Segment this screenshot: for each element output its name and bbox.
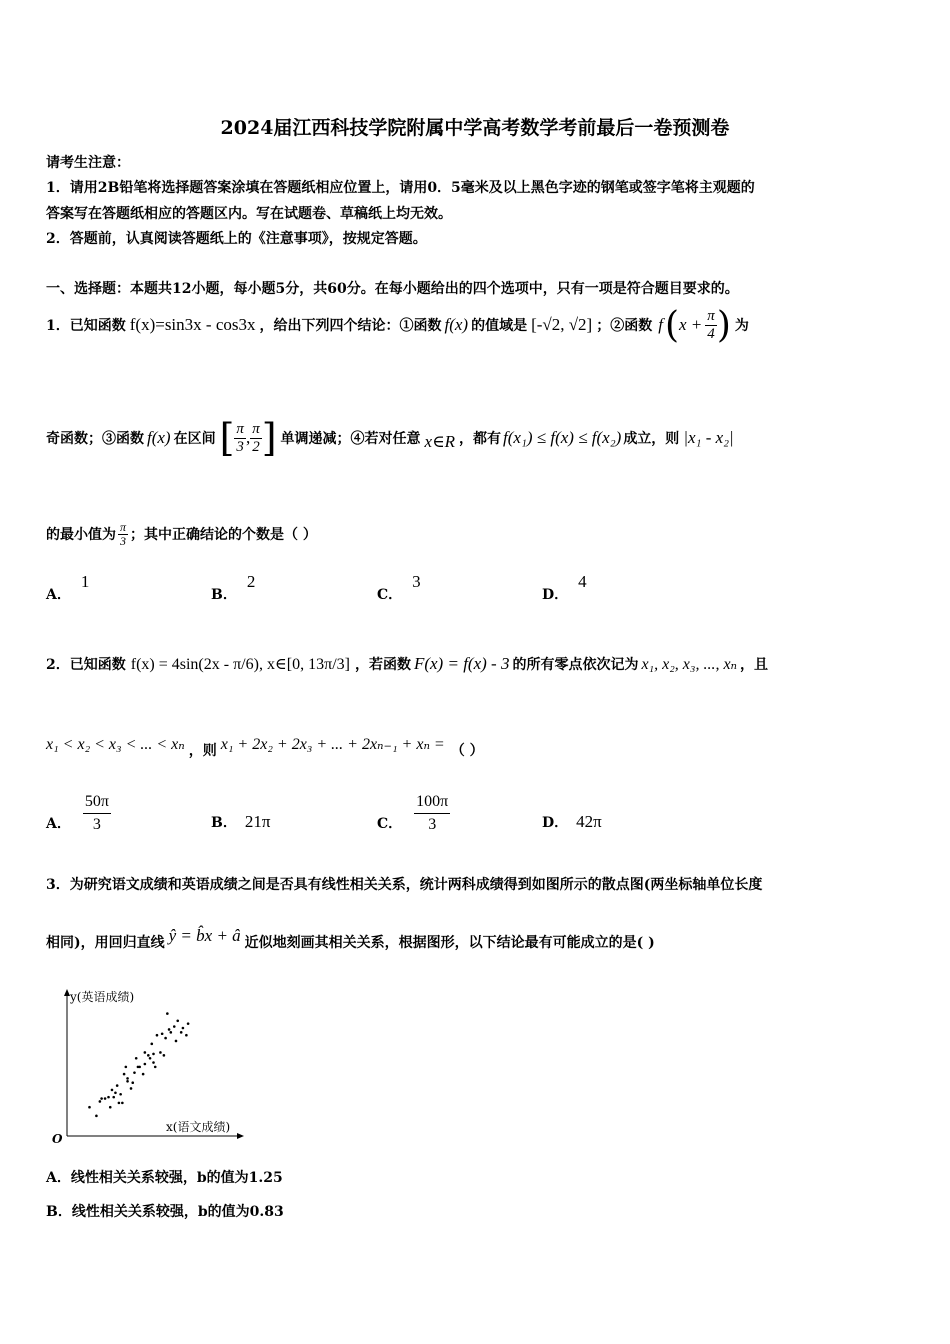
question-1-line-3 [46,512,317,556]
scatter-point [99,1100,102,1103]
scatter-point [119,1093,122,1096]
q2-option-c[interactable]: C． $\frac{100\pi}{3}$ [377,792,449,833]
q1-pi-over-2: $\frac{\pi}{2}$ [252,420,260,455]
scatter-point [116,1084,119,1087]
q2-text: 的所有零点依次记为 [512,657,639,673]
section-heading: 一、选择题：本题共12小题，每小题5分，共60分。在每小题给出的四个选项中，只有一项是符合题目要求的。 [46,281,739,297]
q1-text: 在区间 [173,431,216,447]
q1-text: ；②函数 [596,318,653,334]
scatter-point [111,1089,114,1092]
question-1-line-2: 奇函数；③函数 f(x) 在区间 [ $\frac{\pi}{3}$ , $\frac{\pi}{2}$ ] 单调递减；④若对任意 x∈R ，都有 f(x₁) ≤ f(x) ≤ f(x₂) 成立，则 |x₁ - x₂| [46,416,734,460]
q3-text: 近似地刻画其相关关系，根据图形，以下结论最有可能成立的是( ) [244,935,655,951]
scatter-point [180,1031,183,1034]
q2-option-a[interactable]: A． $\frac{50\pi}{3}$ [46,792,109,833]
q1-option-a[interactable]: A．1 [46,572,90,603]
q2-text: 2．已知函数 [46,657,126,673]
scatter-point [152,1053,155,1056]
scatter-point [126,1080,129,1083]
scatter-point [104,1097,107,1100]
q2-text: （ ） [450,743,484,759]
q1-text: 的值域是 [471,318,528,334]
question-3-line-2 [46,922,655,962]
q1-fx: f(x) [444,315,469,334]
q1-option-b[interactable]: B．2 [211,572,256,603]
scatter-point [144,1051,147,1054]
q1-any-x: x∈R [424,432,456,451]
question-2-line-1 [46,642,768,686]
q3-regression-line: ŷ = b̂x + â [168,926,241,945]
scatter-point [161,1032,164,1035]
scatter-point [121,1102,124,1105]
q1-bracket-right: ] [261,416,277,460]
q2-sum: x₁ + 2x₂ + 2x₃ + ... + 2xₙ₋₁ + xₙ = [220,736,445,753]
q2-text: ，则 [188,743,217,759]
scatter-point [168,1028,171,1031]
question-1-line-1 [46,300,749,350]
scatter-point [144,1063,147,1066]
q1-shift-f: f [658,315,663,334]
q1-abs-diff: |x₁ - x₂| [683,428,734,447]
scatter-point [135,1057,138,1060]
scatter-point [100,1097,103,1100]
scatter-point [166,1012,169,1015]
scatter-point [118,1102,121,1105]
scatter-point [163,1054,166,1057]
q1-fx: f(x) [147,428,171,447]
scatter-point [164,1037,167,1040]
scatter-point [125,1066,128,1069]
q3-option-a[interactable]: A．线性相关关系较强，b的值为1.25 [46,1170,283,1186]
q2-zeros: x₁, x₂, x₃, ..., xₙ [641,656,738,673]
q1-pi-over-3: $\frac{\pi}{3}$ [236,420,244,455]
scatter-point [154,1066,157,1069]
scatter-point [170,1031,173,1034]
scatter-point [149,1057,152,1060]
scatter-point [182,1027,185,1030]
scatter-point [88,1106,91,1109]
scatter-point [187,1022,190,1025]
q2-option-b[interactable]: B． 21π [211,812,271,831]
scatter-point [126,1077,129,1080]
q1-range: [-√2, √2] [531,315,593,334]
scatter-point [173,1025,176,1028]
question-3-line-1: 3．为研究语文成绩和英语成绩之间是否具有线性相关关系，统计两科成绩得到如图所示的散点图(两坐标轴单位长度 [46,877,763,893]
scatter-point [150,1043,153,1046]
q2-function: f(x) = 4sin(2x - π/6), x∈[0, 13π/3] [130,656,350,673]
scatter-point [185,1034,188,1037]
scatter-point [142,1073,145,1076]
scatter-point [112,1096,115,1099]
q1-text: 为 [734,318,749,334]
scatter-point [159,1051,162,1054]
question-2-line-2 [46,730,484,770]
y-axis-label: y(英语成绩) [70,990,135,1004]
scatter-point [175,1040,178,1043]
q1-option-d[interactable]: D．4 [542,572,587,603]
notice-line-1: 1．请用2B铅笔将选择题答案涂填在答题纸相应位置上，请用0．5毫米及以上黑色字迹的钢笔或签字笔将主观题的 [46,180,755,196]
q1-text: 奇函数；③函数 [46,431,144,447]
scatter-point [109,1106,112,1109]
q1-min-value: $\frac{\pi}{3}$ [120,519,127,548]
q1-text: ；其中正确结论的个数是（ ） [130,527,317,543]
q3-text: 相同)，用回归直线 [46,935,165,951]
q2-option-d[interactable]: D． 42π [542,812,602,831]
notice-line-3: 2．答题前，认真阅读答题纸上的《注意事项》，按规定答题。 [46,231,427,247]
q2-order: x₁ < x₂ < x₃ < ... < xₙ [46,736,185,753]
q1-text: 1．已知函数 [46,318,126,334]
q2-text: ，若函数 [354,657,411,673]
q1-bracket-left: [ [219,416,235,460]
scatter-point [133,1071,136,1074]
scatter-point [95,1115,98,1118]
q3-option-b[interactable]: B．线性相关关系较强，b的值为0.83 [46,1204,284,1220]
x-axis-label: x(语文成绩) [166,1120,231,1134]
scatter-point [114,1092,117,1095]
scatter-point [130,1087,133,1090]
scatter-point [107,1096,110,1099]
notice-line-2: 答案写在答题纸相应的答题区内。写在试题卷、草稿纸上均无效。 [46,206,452,222]
q1-text: 的最小值为 [46,527,116,543]
x-axis-arrow [237,1133,244,1139]
scatter-point [156,1034,159,1037]
q1-paren-left: ( [664,304,680,346]
q1-function: f(x)=sin3x - cos3x [129,315,256,334]
q2-F-function: F(x) = f(x) - 3 [413,654,510,673]
q1-text: ，都有 [459,431,502,447]
scatter-point [123,1073,126,1076]
scatter-points [88,1012,189,1117]
scatter-point [152,1061,155,1064]
q2-text: ，且 [740,657,769,673]
q1-text: ，给出下列四个结论：①函数 [259,318,442,334]
page-title: 2024届江西科技学院附属中学高考数学考前最后一卷预测卷 [220,117,730,139]
scatter-point [176,1020,179,1023]
notice-heading: 请考生注意： [46,155,130,171]
scatter-point [138,1066,141,1069]
q1-pi-over-4: $\frac{\pi}{4}$ [707,307,715,342]
q1-text: 单调递减；④若对任意 [280,431,421,447]
scatter-plot [48,986,248,1146]
scatter-point [131,1081,134,1084]
q1-shift-x: x + [679,315,703,334]
origin-label: O [52,1132,63,1146]
q1-inequality: f(x₁) ≤ f(x) ≤ f(x₂) [503,428,622,447]
q1-paren-right: ) [716,304,731,346]
q1-option-c[interactable]: C．3 [377,572,421,603]
scatter-point [147,1054,150,1057]
q1-text: 成立，则 [623,431,680,447]
